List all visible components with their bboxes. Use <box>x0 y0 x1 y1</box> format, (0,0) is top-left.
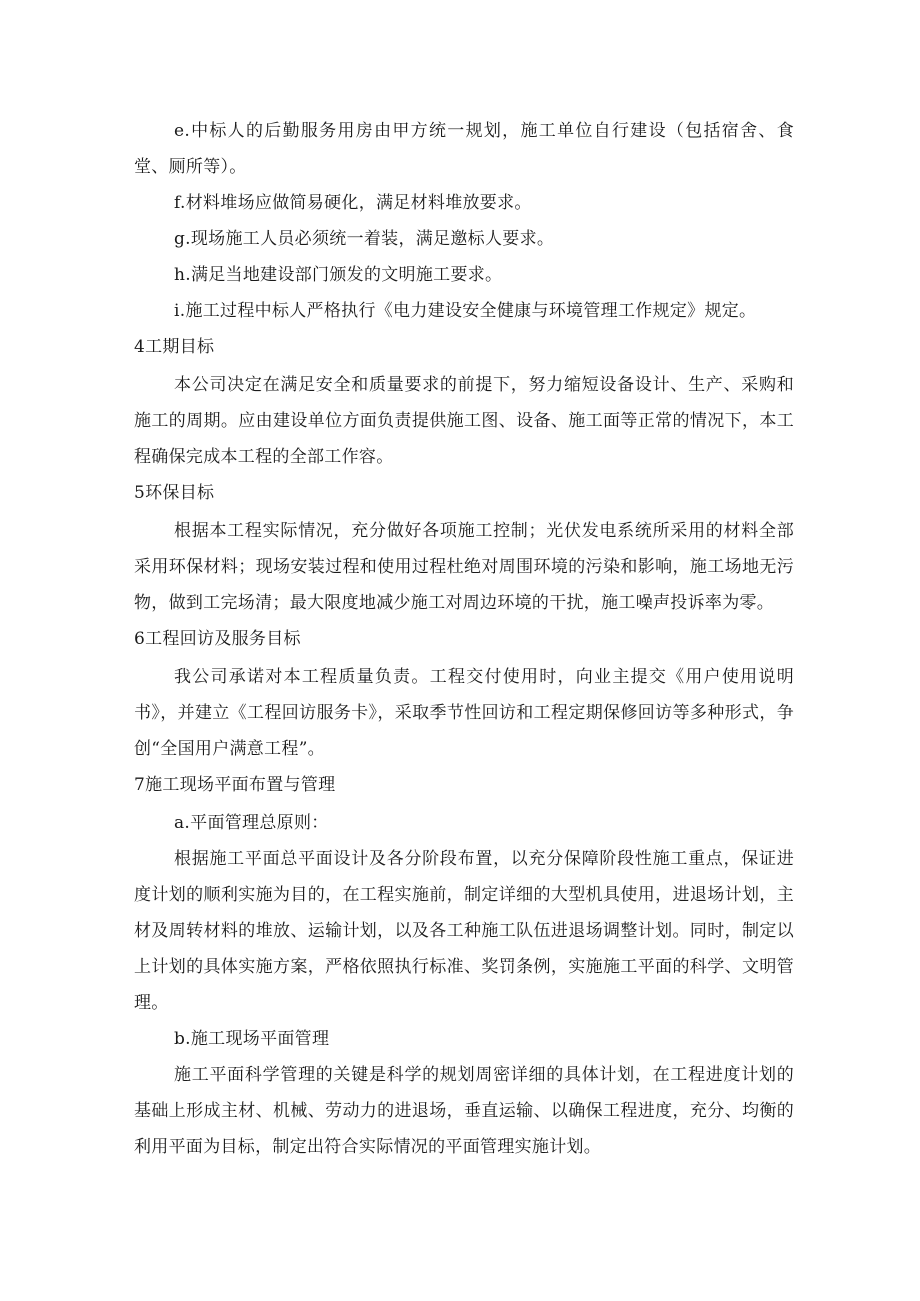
section-heading-service: 6工程回访及服务目标 <box>134 629 301 649</box>
section-heading-site-layout: 7施工现场平面布置与管理 <box>134 775 336 795</box>
paragraph-service: 我公司承诺对本工程质量负责。工程交付使用时，向业主提交《用户使用说明书》，并建立《工程回访服务卡》，采取季节性回访和工程定期保修回访等多种形式，争创“全国用户满意工程”。 <box>134 667 794 759</box>
list-item-a: a.平面管理总原则： <box>174 813 329 833</box>
list-item-i: i.施工过程中标人严格执行《电力建设安全健康与环境管理工作规定》规定。 <box>174 301 757 321</box>
paragraph-environment: 根据本工程实际情况，充分做好各项施工控制；光伏发电系统所采用的材料全部采用环保材料；现场安装过程和使用过程杜绝对周围环境的污染和影响，施工场地无污物，做到工完场清；最大限度地减少施工对周边环境的干扰，施工噪声投诉率为零。 <box>134 521 794 613</box>
list-item-h: h.满足当地建设部门颁发的文明施工要求。 <box>174 265 503 285</box>
list-item-f: f.材料堆场应做简易硬化，满足材料堆放要求。 <box>174 193 532 213</box>
list-item-b: b.施工现场平面管理 <box>174 1029 330 1049</box>
document-body <box>134 113 794 1165</box>
list-item-g: g.现场施工人员必须统一着装，满足邀标人要求。 <box>174 229 555 249</box>
section-heading-schedule: 4工期目标 <box>134 337 215 357</box>
paragraph-schedule: 本公司决定在满足安全和质量要求的前提下，努力缩短设备设计、生产、采购和施工的周期。应由建设单位方面负责提供施工图、设备、施工面等正常的情况下，本工程确保完成本工程的全部工作容。 <box>134 375 794 467</box>
list-item-e: e.中标人的后勤服务用房由甲方统一规划，施工单位自行建设（包括宿舍、食堂、厕所等）。 <box>134 121 794 177</box>
paragraph-layout-management: 施工平面科学管理的关键是科学的规划周密详细的具体计划，在工程进度计划的基础上形成主材、机械、劳动力的进退场，垂直运输、以确保工程进度，充分、均衡的利用平面为目标，制定出符合实际情况的平面管理实施计划。 <box>134 1065 794 1157</box>
section-heading-environment: 5环保目标 <box>134 483 215 503</box>
paragraph-layout-principle: 根据施工平面总平面设计及各分阶段布置，以充分保障阶段性施工重点，保证进度计划的顺利实施为目的，在工程实施前，制定详细的大型机具使用，进退场计划，主材及周转材料的堆放、运输计划，以及各工种施工队伍进退场调整计划。同时，制定以上计划的具体实施方案，严格依照执行标准、奖罚条例，实施施工平面的科学、文明管理。 <box>134 849 794 1013</box>
